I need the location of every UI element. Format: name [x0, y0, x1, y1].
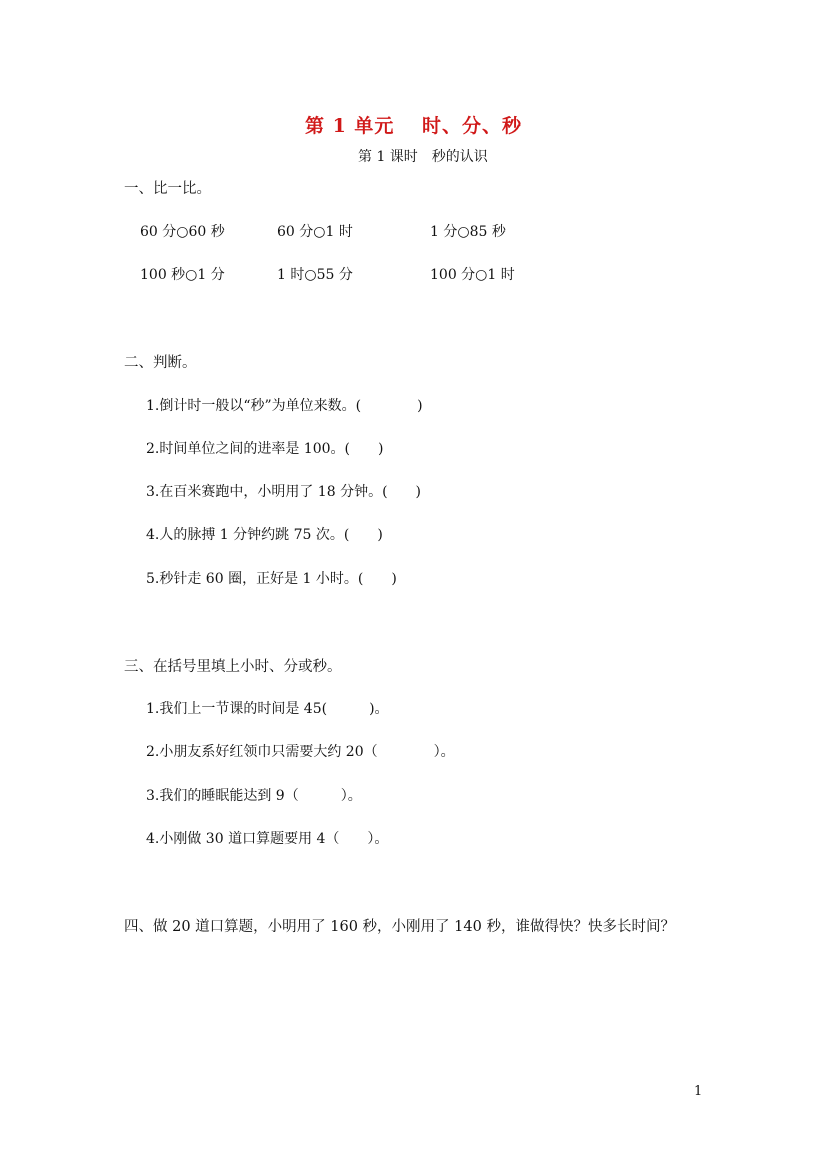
fill-item: 1.我们上一节课的时间是 45( )。	[146, 701, 389, 717]
unit-title: 第 1 单元 时、分、秒	[304, 115, 523, 137]
compare-item: 100 分○1 时	[430, 267, 515, 283]
compare-item: 1 分○85 秒	[430, 224, 506, 240]
section-2-heading: 二、判断。	[124, 355, 197, 371]
judge-item: 3.在百米赛跑中，小明用了 18 分钟。( )	[146, 484, 421, 500]
compare-item: 60 分○1 时	[277, 224, 353, 240]
compare-item: 60 分○60 秒	[140, 224, 225, 240]
page-number: 1	[694, 1084, 703, 1099]
judge-item: 4.人的脉搏 1 分钟约跳 75 次。( )	[146, 527, 383, 543]
compare-item: 1 时○55 分	[277, 267, 353, 283]
section-1-heading: 一、比一比。	[124, 181, 211, 197]
section-4-question: 四、做 20 道口算题，小明用了 160 秒，小刚用了 140 秒，谁做得快？快多长时间？	[124, 919, 675, 935]
judge-item: 5.秒针走 60 圈，正好是 1 小时。( )	[146, 571, 397, 587]
lesson-subtitle: 第 1 课时 秒的认识	[358, 149, 488, 165]
judge-item: 1.倒计时一般以“秒”为单位来数。( )	[146, 398, 423, 414]
fill-item: 3.我们的睡眠能达到 9（ ）。	[146, 788, 362, 804]
section-3-heading: 三、在括号里填上小时、分或秒。	[124, 659, 342, 675]
fill-item: 4.小刚做 30 道口算题要用 4（ ）。	[146, 831, 389, 847]
compare-item: 100 秒○1 分	[140, 267, 225, 283]
fill-item: 2.小朋友系好红领巾只需要大约 20（ ）。	[146, 744, 455, 760]
judge-item: 2.时间单位之间的进率是 100。( )	[146, 441, 384, 457]
